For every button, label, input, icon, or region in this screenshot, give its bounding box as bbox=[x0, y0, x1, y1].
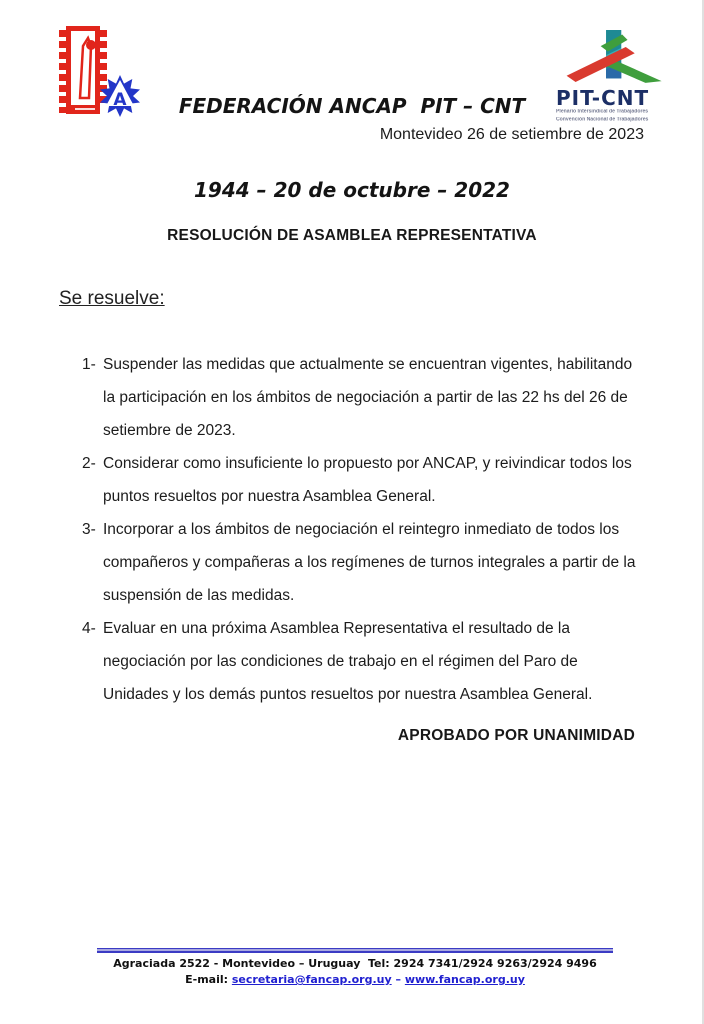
item-line: Considerar como insuficiente lo propuesto por ANCAP, y reivindicar todos los bbox=[103, 455, 632, 472]
item-line: Evaluar en una próxima Asamblea Representativa el resultado de la bbox=[103, 620, 570, 637]
item-number: 4- bbox=[82, 620, 96, 637]
org-title-line1: FEDERACIÓN ANCAP PIT – CNT bbox=[178, 94, 526, 118]
item-line: Unidades y los demás puntos resueltos por nuestra Asamblea General. bbox=[103, 686, 593, 703]
list-item bbox=[82, 513, 647, 612]
footer bbox=[97, 948, 613, 988]
footer-rule bbox=[97, 948, 613, 953]
intro-se-resuelve: Se resuelve: bbox=[59, 288, 165, 309]
pitcnt-logo bbox=[556, 26, 674, 124]
fancap-gear-letter: A bbox=[113, 90, 127, 110]
item-line: puntos resueltos por nuestra Asamblea General. bbox=[103, 488, 436, 505]
item-line: setiembre de 2023. bbox=[103, 422, 236, 439]
item-number: 3- bbox=[82, 521, 96, 538]
email-label: E-mail: bbox=[185, 973, 229, 986]
item-text bbox=[103, 513, 635, 612]
item-line: Incorporar a los ámbitos de negociación el reintegro inmediato de todos los bbox=[103, 521, 620, 538]
fancap-tower-icon bbox=[44, 24, 144, 124]
item-line: Suspender las medidas que actualmente se encuentran vigentes, habilitando bbox=[103, 356, 633, 373]
pitcnt-subline2: Convención Nacional de Trabajadores bbox=[556, 116, 649, 122]
list-item bbox=[82, 612, 647, 711]
footer-address: Agraciada 2522 - Montevideo – Uruguay Tel: 2924 7341/2924 9263/2924 9496 bbox=[113, 957, 597, 970]
item-text bbox=[103, 447, 632, 513]
org-title-line2: 1944 – 20 de octubre – 2022 bbox=[194, 178, 510, 202]
footer-contact-line bbox=[97, 972, 613, 988]
fancap-logo bbox=[44, 24, 144, 124]
item-text bbox=[103, 612, 592, 711]
item-number: 2- bbox=[82, 455, 96, 472]
pitcnt-acronym: PIT-CNT bbox=[556, 86, 650, 110]
item-line: suspensión de las medidas. bbox=[103, 587, 295, 604]
resolution-list bbox=[82, 348, 647, 711]
item-line: compañeros y compañeras a los regímenes de turnos integrales a partir de la bbox=[103, 554, 636, 571]
date-line: Montevideo 26 de setiembre de 2023 bbox=[379, 126, 644, 143]
item-text bbox=[103, 348, 632, 447]
link-separator: – bbox=[395, 973, 401, 986]
item-number: 1- bbox=[82, 356, 96, 373]
pitcnt-emblem-icon bbox=[563, 26, 667, 86]
document-title: RESOLUCIÓN DE ASAMBLEA REPRESENTATIVA bbox=[167, 227, 537, 244]
pitcnt-subline1: Plenario Intersindical de Trabajadores bbox=[556, 109, 649, 115]
list-item bbox=[82, 348, 647, 447]
closing-statement: APROBADO POR UNANIMIDAD bbox=[397, 727, 635, 744]
item-line: la participación en los ámbitos de negociación a partir de las 22 hs del 26 de bbox=[103, 389, 628, 406]
list-item bbox=[82, 447, 647, 513]
item-line: negociación por las condiciones de trabajo en el régimen del Paro de bbox=[103, 653, 578, 670]
website-link[interactable]: www.fancap.org.uy bbox=[404, 973, 525, 986]
email-link[interactable]: secretaria@fancap.org.uy bbox=[231, 973, 392, 986]
